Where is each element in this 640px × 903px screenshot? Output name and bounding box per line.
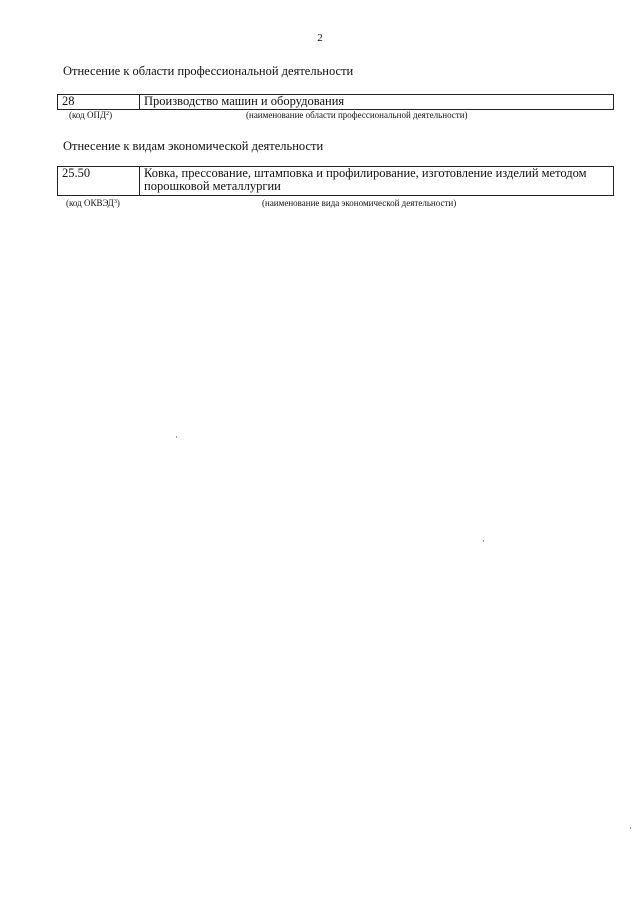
- scan-speck: [483, 540, 484, 542]
- opd-code-caption-close: ): [109, 110, 113, 120]
- page-number: 2: [317, 32, 323, 44]
- scan-speck: [630, 827, 631, 829]
- okved-code-caption-text: (код ОКВЭД: [66, 198, 114, 208]
- okved-name-caption: (наименование вида экономической деятельности): [262, 198, 457, 208]
- footnote-ref-2: 2: [106, 111, 110, 117]
- okved-name-cell: Ковка, прессование, штамповка и профилирование, изготовление изделий методом порошковой металлургии: [140, 167, 614, 196]
- opd-name-caption: (наименование области профессиональной деятельности): [246, 110, 468, 120]
- okved-code-caption-close: ): [116, 198, 120, 208]
- opd-code-caption-text: (код ОПД: [69, 110, 107, 120]
- professional-area-heading: Отнесение к области профессиональной деятельности: [63, 64, 354, 78]
- opd-code-cell: 28: [58, 95, 140, 110]
- okved-code-cell: 25.50: [58, 167, 140, 196]
- table-row: [58, 95, 614, 110]
- footnote-ref-3: 3: [113, 199, 117, 205]
- professional-area-table: [57, 94, 614, 110]
- scan-speck: [176, 436, 177, 438]
- table-row: [58, 167, 614, 196]
- opd-code-caption: [69, 110, 112, 120]
- opd-name-cell: Производство машин и оборудования: [140, 95, 614, 110]
- economic-activity-table: [57, 166, 614, 196]
- economic-activity-heading: Отнесение к видам экономической деятельности: [63, 139, 324, 153]
- okved-code-caption: [66, 198, 120, 208]
